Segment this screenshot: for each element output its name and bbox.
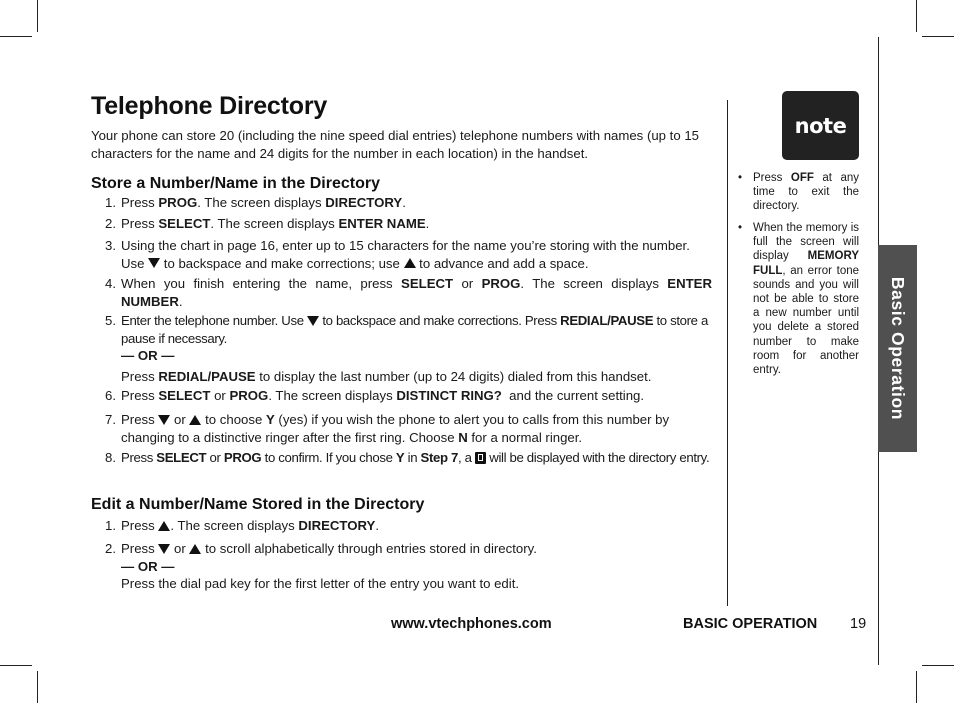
- up-arrow-icon: [189, 415, 201, 425]
- down-arrow-icon: [158, 415, 170, 425]
- step-text: Press SELECT or PROG to confirm. If you chose Y in Step 7, a will be displayed with the directory entry.: [121, 450, 710, 465]
- step-number: 3.: [105, 238, 116, 253]
- edit-step-1: [100, 517, 712, 535]
- bullet: •: [738, 172, 743, 184]
- step-text: When you finish entering the name, press SELECT or PROG. The screen displays ENTER NUMBER.: [121, 276, 712, 309]
- down-arrow-icon: [148, 258, 160, 268]
- crop-mark: [0, 36, 32, 37]
- crop-mark: [0, 665, 32, 666]
- store-step-3: [100, 237, 712, 273]
- note-item-1: [738, 171, 859, 215]
- footer-section-name: BASIC OPERATION: [683, 616, 818, 632]
- step-text: Press SELECT. The screen displays ENTER NAME.: [121, 216, 430, 231]
- step-text: Press PROG. The screen displays DIRECTORY.: [121, 195, 406, 210]
- page-title: Telephone Directory: [91, 92, 328, 120]
- store-step-1: [100, 194, 712, 212]
- step-text: Press . The screen displays DIRECTORY.: [121, 518, 380, 533]
- step-text: Press or to choose Y (yes) if you wish the phone to alert you to calls from this number by changing to a distinctive ringer after the first ring. Choose N for a normal ringer.: [121, 412, 670, 445]
- note-item-2: [738, 221, 859, 393]
- section-side-tab: [878, 245, 917, 452]
- step-number: 5.: [105, 313, 116, 328]
- note-text: Press OFF at any time to exit the directory.: [753, 172, 859, 213]
- store-step-8: [100, 449, 712, 485]
- down-arrow-icon: [158, 544, 170, 554]
- note-badge: note: [782, 91, 859, 160]
- crop-mark: [922, 665, 954, 666]
- step-number: 2.: [105, 541, 116, 556]
- or-separator: — OR —: [121, 348, 175, 363]
- store-step-2: [100, 215, 712, 233]
- section-heading-store: Store a Number/Name in the Directory: [91, 175, 380, 192]
- intro-paragraph: Your phone can store 20 (including the nine speed dial entries) telephone numbers with names (up to 15 characters for the name and 24 digits for the number in each location) in the handset.: [91, 128, 699, 161]
- step-text: Press or to scroll alphabetically through entries stored in directory. — OR — Press the dial pad key for the first letter of the entry you want to edit.: [121, 540, 712, 593]
- up-arrow-icon: [189, 544, 201, 554]
- column-divider: [727, 100, 728, 606]
- crop-mark: [916, 671, 917, 703]
- step-number: 2.: [105, 216, 116, 231]
- store-step-5: [100, 312, 712, 384]
- crop-mark: [37, 0, 38, 32]
- section-heading-edit: Edit a Number/Name Stored in the Directory: [91, 496, 425, 513]
- crop-mark: [922, 36, 954, 37]
- edit-step-2: [100, 540, 712, 594]
- crop-mark: [37, 671, 38, 703]
- crop-mark: [916, 0, 917, 32]
- up-arrow-icon: [158, 521, 170, 531]
- step-number: 1.: [105, 518, 116, 533]
- step-text: Enter the telephone number. Use to backspace and make corrections. Press REDIAL/PAUSE to store a pause if necessary. — OR — Press REDIAL/PAUSE to display the last number (up to 24 digits) dialed from this handset.: [121, 312, 712, 385]
- up-arrow-icon: [404, 258, 416, 268]
- store-step-6: [100, 387, 712, 405]
- store-step-4: [100, 275, 712, 311]
- page-number: 19: [850, 616, 867, 632]
- footer-url: www.vtechphones.com: [391, 616, 552, 632]
- bullet: •: [738, 222, 743, 234]
- or-separator: — OR —: [121, 558, 175, 574]
- store-step-7: [100, 411, 712, 447]
- down-arrow-icon: [307, 316, 319, 326]
- step-text: Press SELECT or PROG. The screen displays DISTINCT RING? and the current setting.: [121, 388, 645, 403]
- memory-match-icon: [475, 452, 486, 464]
- step-text: Using the chart in page 16, enter up to 15 characters for the name you’re storing with the number. Use to backspace and make corrections; use to advance and add a space.: [121, 238, 690, 271]
- step-number: 8.: [105, 450, 116, 465]
- side-tab-label: Basic Operation: [888, 276, 908, 421]
- note-text: When the memory is full the screen will display MEMORY FULL, an error tone sounds and you will not be able to store a new number until you delete a stored number to make room for another entry.: [753, 222, 859, 377]
- step-number: 1.: [105, 195, 116, 210]
- step-number: 6.: [105, 388, 116, 403]
- step-number: 4.: [105, 276, 116, 291]
- step-number: 7.: [105, 412, 116, 427]
